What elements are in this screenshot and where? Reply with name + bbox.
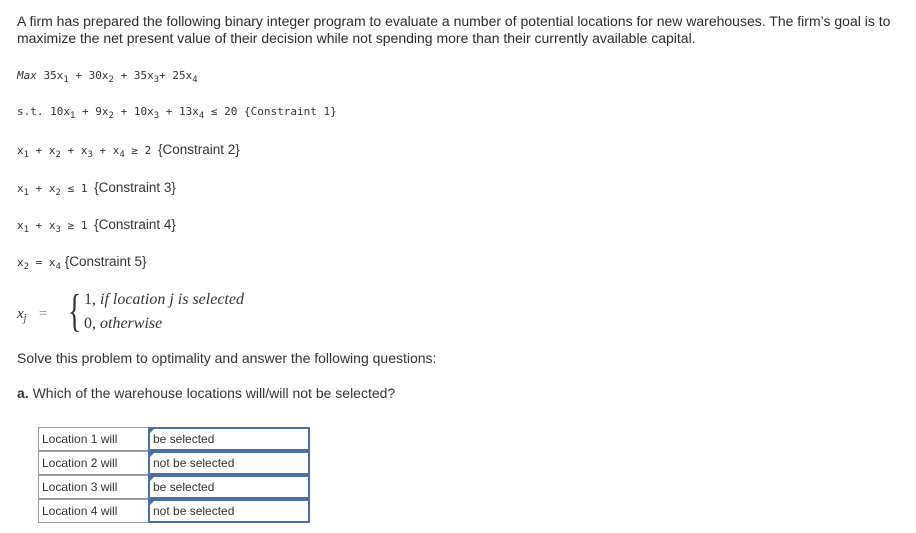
c1-sub: 3 <box>153 111 160 121</box>
constraint-3 <box>17 179 176 198</box>
left-brace-icon: { <box>68 285 82 336</box>
c1-text: + 10x <box>113 105 154 118</box>
c2-var: + x <box>92 144 120 157</box>
c2-rel: ≥ 2 <box>124 144 158 157</box>
c2-var: x <box>17 144 24 157</box>
c4-sub: 3 <box>55 225 61 235</box>
objective-function <box>17 69 198 85</box>
c1-text: s.t. 10x <box>17 105 70 118</box>
def-var: x <box>17 306 24 322</box>
location-label: Location 2 will <box>38 451 148 475</box>
obj-term-4: 25x <box>172 69 193 82</box>
case-2 <box>84 315 162 333</box>
obj-term-2: 30x <box>88 69 109 82</box>
c2-var: + x <box>60 144 88 157</box>
c4-rel: ≥ 1 <box>60 219 95 232</box>
question-a-text: Which of the warehouse locations will/will not be selected? <box>28 385 396 401</box>
c5-sub: 4 <box>55 262 61 272</box>
c5-label: {Constraint 5} <box>60 254 147 269</box>
c3-var: x <box>17 182 24 195</box>
obj-sub-3: 3 <box>153 75 160 85</box>
c1-sub: 1 <box>69 111 76 121</box>
c5-var: x <box>17 256 24 269</box>
answer-table <box>38 427 310 523</box>
c4-sub: 1 <box>23 225 30 235</box>
constraint-5 <box>17 253 147 272</box>
c3-label: {Constraint 3} <box>94 180 176 195</box>
def-var-sub: j <box>23 313 27 324</box>
obj-term-3: 35x <box>133 69 154 82</box>
obj-sub-1: 1 <box>63 75 69 85</box>
problem-intro: A firm has prepared the following binary integer program to evaluate a number of potential locations for new warehouses. The firm’s goal is to maximize the net present value of their decision while not spending more than their currently available capital. <box>17 13 891 46</box>
instruction-text: Solve this problem to optimality and answer the following questions: <box>17 350 437 366</box>
question-a-label: a. <box>17 385 29 401</box>
c5-var: = x <box>29 256 56 269</box>
c3-sub: 1 <box>23 188 30 198</box>
c2-var: + x <box>29 144 56 157</box>
c3-rel: ≤ 1 <box>60 182 95 195</box>
case1-text: if location j is selected <box>100 291 244 308</box>
table-row <box>38 427 310 451</box>
case1-num: 1, <box>84 291 100 308</box>
constraint-2 <box>17 141 240 160</box>
c4-label: {Constraint 4} <box>94 217 176 232</box>
case2-num: 0, <box>84 315 100 332</box>
c4-var: x <box>17 219 24 232</box>
c1-text: ≤ 20 {Constraint 1} <box>204 105 337 118</box>
location-label: Location 3 will <box>38 475 148 499</box>
c1-sub: 2 <box>108 111 114 121</box>
c2-sub: 1 <box>23 150 30 160</box>
c2-label: {Constraint 2} <box>157 142 240 157</box>
obj-plus: + <box>68 69 89 82</box>
location-label: Location 4 will <box>38 499 148 523</box>
c2-sub: 2 <box>55 150 61 160</box>
location-label: Location 1 will <box>38 427 148 451</box>
c1-text: + 13x <box>159 105 199 118</box>
question-a <box>17 385 395 401</box>
obj-term-1: 35x <box>43 69 64 82</box>
selection-dropdown[interactable]: not be selected <box>148 451 310 475</box>
max-label: Max <box>17 69 37 82</box>
def-equals: = <box>38 306 48 322</box>
constraint-4 <box>17 216 176 235</box>
c3-var: + x <box>29 182 56 195</box>
c2-sub: 4 <box>119 150 125 160</box>
c1-sub: 4 <box>198 111 205 121</box>
table-row <box>38 451 310 475</box>
obj-plus: + <box>159 69 173 82</box>
case2-text: otherwise <box>100 315 163 332</box>
variable-definition-lhs <box>17 305 47 324</box>
obj-plus: + <box>113 69 134 82</box>
selection-dropdown[interactable]: not be selected <box>148 499 310 523</box>
c5-sub: 2 <box>23 262 30 272</box>
table-row <box>38 475 310 499</box>
constraint-1 <box>17 105 337 121</box>
selection-dropdown[interactable]: be selected <box>148 475 310 499</box>
obj-sub-2: 2 <box>108 75 114 85</box>
c1-text: + 9x <box>75 105 109 118</box>
table-row <box>38 499 310 523</box>
case-1 <box>84 291 244 309</box>
c2-sub: 3 <box>87 150 93 160</box>
c4-var: + x <box>29 219 56 232</box>
obj-sub-4: 4 <box>192 75 198 85</box>
c3-sub: 2 <box>55 188 61 198</box>
selection-dropdown[interactable]: be selected <box>148 427 310 451</box>
